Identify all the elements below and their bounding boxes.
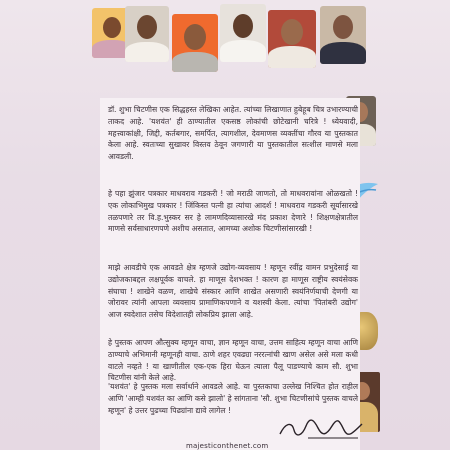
paragraph-1: डॉ. शुभा चिटणीस एक सिद्धहस्त लेखिका आहेत. त्यांच्या लिखाणात हुबेहूब चित्र उभारण्याची ताकद आहे. 'यशवंत' ही ठाण्यातील एकसष्ठ लोकांची छोटेखानी चरित्रे ! ध्येयवादी, महत्त्वाकांक्षी, जिद्दी, कर्तबगार, समर्पित, त्यागशील, देवमाणस व्यक्तींचा गौरव या पुस्तकात केला आहे. स्वतःच्या सुखावर विस्तव ठेवून जगणारी या पुस्तकातील सत्शील माणसे मला आवडली. bbox=[108, 105, 358, 162]
paragraph-5: 'यशवंत' हे पुस्तक मला सर्वार्थाने आवडले आहे. या पुस्तकाचा उल्लेख निश्चित होत राहील आणि 'आम्ही यशवंत का आणि कसे झालो' हे सांगताना 'सौ. शुभा चिटणीसांचे पुस्तक वाचले म्हणून' हे उत्तर पुढच्या पिढ्यांना द्यावे लागेल ! bbox=[108, 382, 358, 415]
portrait-photo-2 bbox=[125, 6, 169, 62]
paragraph-4: हे पुस्तक आपण औत्सुक्य म्हणून वाचा, ज्ञान म्हणून वाचा, उत्तम साहित्य म्हणून वाचा आणि ठाण्याचे अभिमानी म्हणूनही वाचा. ठाणे शहर एवढ्या नररत्नांची खाण असेल असे मला कधी वाटले नव्हते ! या खाणीतील एक-एक हिरा घेऊन त्याला पैलू पाडण्याचे काम सौ. शुभा चिटणीस यांनी केले आहे. bbox=[108, 338, 358, 383]
portrait-photo-4 bbox=[220, 4, 266, 62]
signature bbox=[278, 416, 364, 442]
paragraph-2: हे पहा झुंजार पत्रकार माधवराव गडकरी ! जो मराठी जाणतो, तो माधवरावांना ओळखतो ! एक लोकाभिमुख पत्रकार ! जिंकिस्त पत्नी हा त्यांचा आदर्श ! माधवराव गडकरी सूर्यासारखे तळपणारे तर वि.ह.भुस्कर सर हे लामणदिव्यासारखे मंद प्रकाश देणारे ! शिक्षणक्षेत्रातील माणसे सर्वसाधारणपणे अशीच असतात, आमच्या अशोक चिटणीसांसारखी ! bbox=[108, 189, 358, 234]
portrait-photo-3 bbox=[172, 14, 218, 72]
paragraph-3: माझे आवडीचे एक आवडते क्षेत्र म्हणजे उद्योग-व्यवसाय ! म्हणून रवींद्र वामन प्रभुदेसाई या उद्योजकाबद्दल लक्षपूर्वक वाचले. हा माणूस देशभक्त ! कारण हा माणूस राष्ट्रीय स्वयंसेवक संघाचा ! शाखेने वळण, शाखेचे संस्कार आणि शाखेत असणारी स्वयंनिर्णयाची देणगी या जोरावर त्यांनी आपला व्यवसाय प्रामाणिकपणाने व यशस्वी केला. त्यांचा 'पितांबरी उद्योग' आज स्वदेशात तसेच विदेशातही लोकप्रिय झाला आहे. bbox=[108, 263, 358, 320]
portrait-strip bbox=[0, 0, 450, 72]
website-url[interactable]: majesticonthenet.com bbox=[186, 442, 269, 450]
portrait-photo-6 bbox=[320, 6, 366, 64]
portrait-photo-5 bbox=[268, 10, 316, 68]
